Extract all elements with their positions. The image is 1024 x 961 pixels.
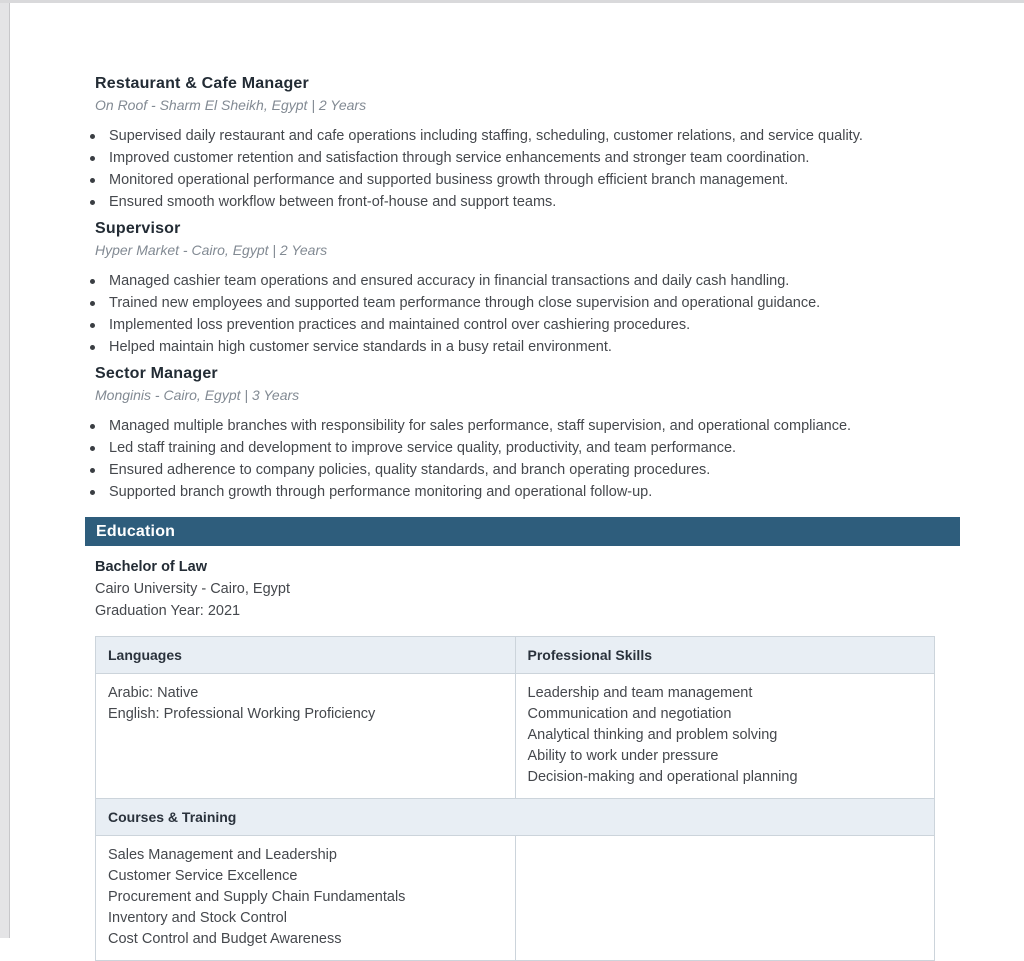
job-bullet: Ensured adherence to company policies, quality standards, and branch operating procedures. <box>81 459 960 481</box>
course-item: Cost Control and Budget Awareness <box>108 931 342 947</box>
skill-item: Analytical thinking and problem solving <box>527 727 778 743</box>
job-meta: Monginis - Cairo, Egypt | 3 Years <box>95 387 300 403</box>
job-entry-supervisor <box>95 219 960 259</box>
job-bullet: Ensured smooth workflow between front-of-house and support teams. <box>81 191 960 213</box>
course-item: Inventory and Stock Control <box>108 910 287 926</box>
skill-item: Communication and negotiation <box>527 706 732 722</box>
skill-item: Leadership and team management <box>527 685 753 701</box>
table-header-row <box>96 799 935 836</box>
job-meta: On Roof - Sharm El Sheikh, Egypt | 2 Years <box>95 97 367 113</box>
job-meta: Hyper Market - Cairo, Egypt | 2 Years <box>95 242 328 258</box>
job-title: Restaurant & Cafe Manager <box>95 75 309 92</box>
table-header-row <box>96 637 935 674</box>
skill-item: Ability to work under pressure <box>527 748 719 764</box>
table-row <box>96 674 935 799</box>
languages-cell <box>96 674 516 799</box>
job-bullet: Monitored operational performance and supported business growth through efficient branch management. <box>81 169 960 191</box>
course-item: Procurement and Supply Chain Fundamentals <box>108 889 406 905</box>
job-bullet: Improved customer retention and satisfaction through service enhancements and stronger team coordination. <box>81 147 960 169</box>
job-bullet: Helped maintain high customer service standards in a busy retail environment. <box>81 336 960 358</box>
empty-cell <box>515 836 935 961</box>
course-item: Customer Service Excellence <box>108 868 298 884</box>
job-bullet: Managed multiple branches with responsibility for sales performance, staff supervision, and operational compliance. <box>81 415 960 437</box>
job-bullet: Trained new employees and supported team performance through close supervision and operational guidance. <box>81 292 960 314</box>
table-row <box>96 836 935 961</box>
job-entry-sector-manager <box>95 364 960 404</box>
education-school: Cairo University - Cairo, Egypt <box>95 581 290 597</box>
job-entry-restaurant-cafe-manager <box>95 74 960 114</box>
courses-cell <box>96 836 516 961</box>
professional-skills-column-header: Professional Skills <box>515 637 935 674</box>
job-bullet: Managed cashier team operations and ensured accuracy in financial transactions and daily cash handling. <box>81 270 960 292</box>
course-item: Sales Management and Leadership <box>108 847 337 863</box>
languages-column-header: Languages <box>96 637 516 674</box>
job-title: Sector Manager <box>95 365 218 382</box>
job-bullet: Led staff training and development to improve service quality, productivity, and team performance. <box>81 437 960 459</box>
job-bullet: Supported branch growth through performance monitoring and operational follow-up. <box>81 481 960 503</box>
job-bullet-list <box>85 415 960 503</box>
education-graduation-year: Graduation Year: 2021 <box>95 603 241 619</box>
language-item: English: Professional Working Proficiency <box>108 706 376 722</box>
education-degree: Bachelor of Law <box>95 559 207 575</box>
education-section-title: Education <box>96 522 176 540</box>
job-title: Supervisor <box>95 220 181 237</box>
job-bullet: Implemented loss prevention practices and maintained control over cashiering procedures. <box>81 314 960 336</box>
job-bullet: Supervised daily restaurant and cafe operations including staffing, scheduling, customer relations, and service quality. <box>81 125 960 147</box>
courses-training-header: Courses & Training <box>96 799 935 836</box>
resume-page <box>85 74 960 961</box>
skills-table <box>95 636 935 961</box>
job-bullet-list <box>85 125 960 213</box>
skill-item: Decision-making and operational planning <box>527 769 798 785</box>
professional-skills-cell <box>515 674 935 799</box>
education-section-header <box>85 517 960 546</box>
education-entry <box>95 556 960 622</box>
language-item: Arabic: Native <box>108 685 199 701</box>
job-bullet-list <box>85 270 960 358</box>
page-left-edge <box>0 0 10 938</box>
page-top-edge <box>0 0 1024 3</box>
